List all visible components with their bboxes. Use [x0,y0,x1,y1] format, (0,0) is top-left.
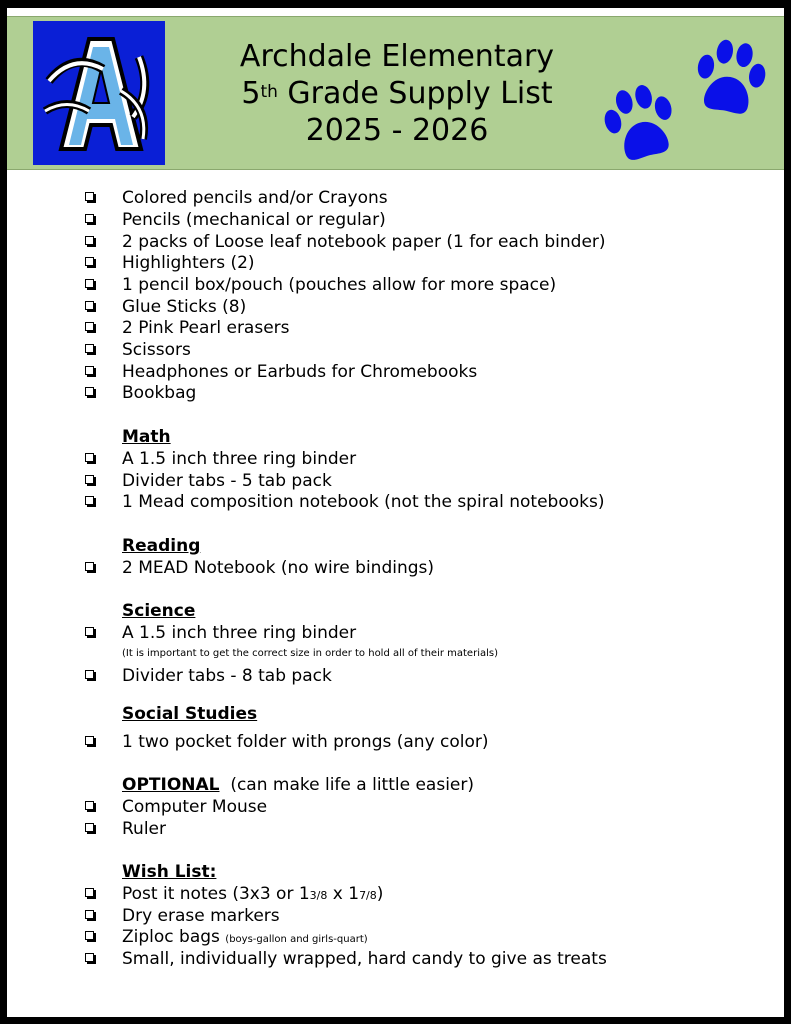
checkbox-icon[interactable] [85,475,94,484]
checkbox-icon[interactable] [85,801,94,810]
checkbox-icon[interactable] [85,257,94,266]
checkbox-icon[interactable] [85,562,94,571]
checkbox-icon[interactable] [85,736,94,745]
checkbox-icon[interactable] [85,387,94,396]
checkbox-icon[interactable] [85,931,94,940]
checkbox-icon[interactable] [85,366,94,375]
checkbox-icon[interactable] [85,301,94,310]
header-banner [7,16,784,170]
checkbox-icon[interactable] [85,322,94,331]
supply-list-page: Archdale Elementary 5th Grade Supply List 2025 - 2026 Colored pencils and/or Crayons Pencils (mechanical or regular) 2 packs of Loose leaf notebook paper (1 for each binder) Highlighters (2) 1 pencil box/pouch (pouches allow for more space) Glue Sticks (8) 2 Pink Pearl erasers Scissors Headphones or Earbuds for Chromebooks Bookbag Math A 1.5 inch three ring binder Divider tabs - 5 tab pack 1 Mead composition notebook (not the spiral notebooks) Reading 2 MEAD Notebook (no wire bindings) Science A 1.5 inch three ring binder (It is important to get the correct size in order to hold all of their materials) Divider tabs - 8 tab pack Social Studies 1 two pocket folder with prongs (any color) OPTIONAL (can make life a little easier) Computer Mouse Ruler Wish List: Post it notes (3x3 or 13/8 x 17/8) Dry erase markers Ziploc bags (boys-gallon and girls-quart) Small, individually wrapped, hard candy to give as treats [7,8,784,1017]
checkbox-icon[interactable] [85,344,94,353]
checkbox-icon[interactable] [85,627,94,636]
checkbox-icon[interactable] [85,670,94,679]
checkbox-icon[interactable] [85,496,94,505]
checkbox-icon[interactable] [85,279,94,288]
checkbox-icon[interactable] [85,192,94,201]
grade-title: 5th Grade Supply List [241,76,553,111]
page-title [187,38,607,149]
checkbox-icon[interactable] [85,453,94,462]
checkbox-icon[interactable] [85,910,94,919]
school-year: 2025 - 2026 [305,113,489,148]
school-logo [33,21,165,165]
checkbox-icon[interactable] [85,214,94,223]
checkbox-icon[interactable] [85,823,94,832]
checkbox-icon[interactable] [85,236,94,245]
paw-print-icon [692,39,768,121]
paw-print-icon [601,85,677,167]
school-name: Archdale Elementary [239,39,555,74]
checkbox-icon[interactable] [85,953,94,962]
checkbox-icon[interactable] [85,888,94,897]
